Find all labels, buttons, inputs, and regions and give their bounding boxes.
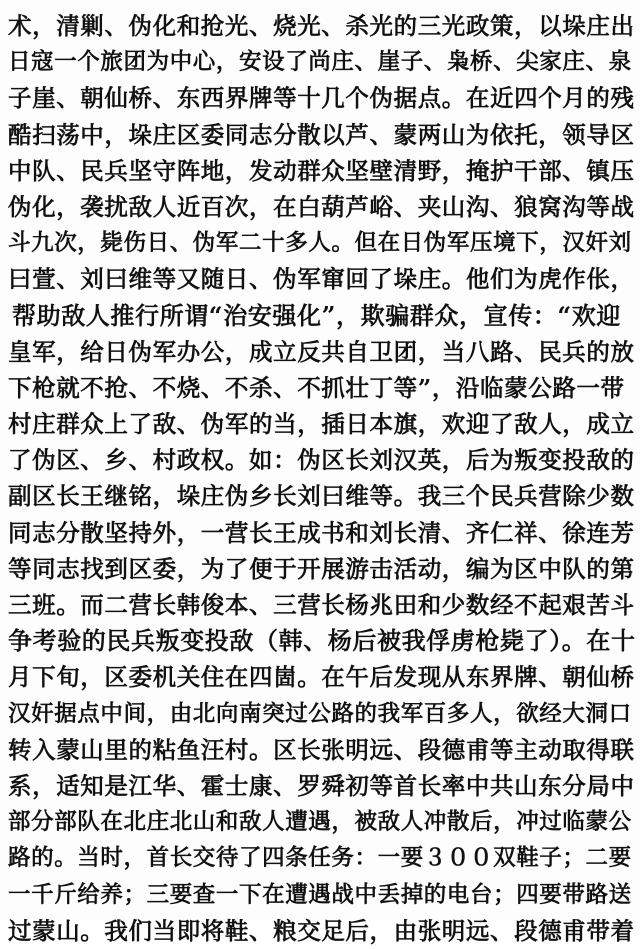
text-line-18: 争考验的民兵叛变投敌（韩、杨后被我俘虏枪毙了）。在十 [8, 626, 636, 656]
text-line-17: 三班。而二营长韩俊本、三营长杨兆田和少数经不起艰苦斗 [8, 591, 635, 619]
text-line-13: 了伪区、乡、村政权。如：伪区长刘汉英，后为叛变投敌的 [8, 446, 635, 475]
text-line-6: 伪化，袭扰敌人近百次，在白葫芦峪、夹山沟、狼窝沟等战 [8, 192, 635, 221]
text-line-10: 皇军，给日伪军办公，成立反共自卫团，当八路、民兵的放 [8, 337, 635, 366]
text-line-2: 日寇一个旅团为中心，安设了尚庄、崖子、枭桥、尖家庄、泉 [8, 49, 632, 76]
text-line-12: 村庄群众上了敌、伪军的当，插日本旗，欢迎了敌人，成立 [8, 410, 635, 439]
text-line-23: 部分部队在北庄北山和敌人遭遇，被敌人冲散后，冲过临蒙公 [8, 809, 632, 836]
text-line-16: 等同志找到区委，为了便于开展游击活动，编为区中队的第 [8, 554, 635, 583]
text-line-11: 下枪就不抢、不烧、不杀、不抓壮丁等”，沿临蒙公路一带 [8, 373, 625, 402]
text-line-5: 中队、民兵坚守阵地，发动群众坚壁清野，掩护干部、镇压 [8, 156, 635, 185]
text-line-20: 汉奸据点中间，由北向南突过公路的我军百多人，欲经大洞口 [8, 700, 632, 727]
text-line-14: 副区长王继铭，垛庄伪乡长刘曰维等。我三个民兵营除少数 [8, 482, 635, 511]
text-line-8: 曰萱、刘曰维等又随日、伪军窜回了垛庄。他们为虎作伥， [8, 265, 635, 294]
text-line-19: 月下旬，区委机关住在四崮。在午后发现从东界牌、朝仙桥 [8, 663, 635, 692]
text-line-4: 酷扫荡中，垛庄区委同志分散以芦、蒙两山为依托，领导区 [8, 120, 635, 149]
body-text [8, 8, 636, 949]
text-line-21: 转入蒙山里的粘鱼汪村。区长张明远、段德甫等主动取得联 [8, 735, 635, 764]
text-line-3: 子崖、朝仙桥、东西界牌等十几个伪据点。在近四个月的残 [8, 84, 635, 113]
text-line-25: 一千斤给养；三要查一下在遭遇战中丢掉的电台；四要带路送 [8, 881, 632, 908]
text-line-7: 斗九次，毙伤日、伪军二十多人。但在日伪军压境下，汉奸刘 [8, 230, 632, 257]
text-line-15: 同志分散坚持外，一营长王成书和刘长清、齐仁祥、徐连芳 [8, 518, 635, 547]
text-line-9: 帮助敌人推行所谓“治安强化”，欺骗群众，宣传：“欢迎 [12, 300, 622, 330]
text-line-24: 路的。当时，首长交待了四条任务：一要３００双鞋子；二要 [8, 845, 632, 872]
text-line-26: 过蒙山。我们当即将鞋、粮交足后，由张明远、段德甫带着 [8, 916, 635, 945]
text-line-1: 术，清剿、伪化和抢光、烧光、杀光的三光政策，以垛庄出 [8, 12, 635, 40]
text-line-22: 系，适知是江华、霍士康、罗舜初等首长率中共山东分局中 [8, 771, 635, 800]
